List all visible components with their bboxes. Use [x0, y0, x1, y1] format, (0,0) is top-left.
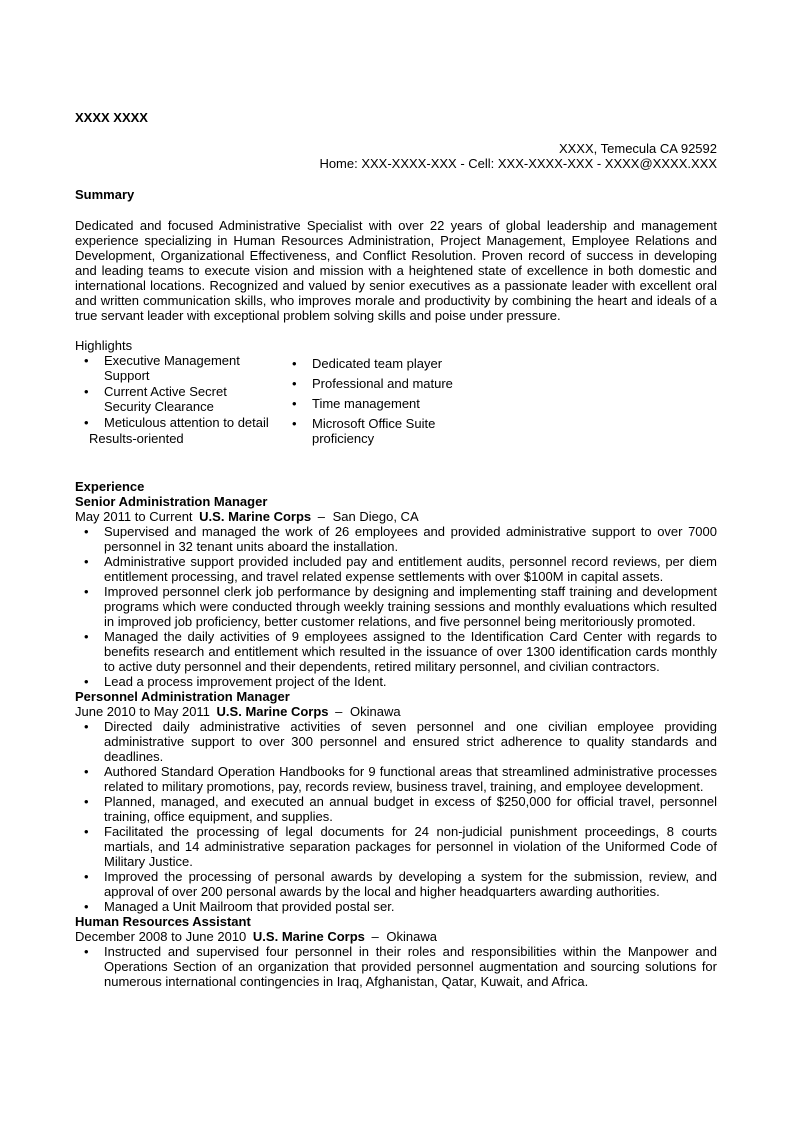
- highlights-left-column: [75, 353, 274, 446]
- job-bullet: • Authored Standard Operation Handbooks for 9 functional areas that streamlined administrative processes related to military promotions, pay, records review, business travel, training, and employee development.: [104, 764, 717, 794]
- job-bullet: • Managed a Unit Mailroom that provided postal ser.: [104, 899, 717, 914]
- job-separator: –: [371, 929, 379, 944]
- address-line-2: Home: XXX-XXXX-XXX - Cell: XXX-XXXX-XXX - XXXX@XXXX.XXX: [319, 156, 717, 171]
- highlights-right-column: [290, 353, 490, 451]
- job-bullet: • Lead a process improvement project of the Ident.: [104, 674, 717, 689]
- candidate-name: XXXX XXXX: [75, 110, 148, 125]
- highlight-item: • Current Active Secret Security Clearance: [104, 384, 274, 414]
- summary-text: Dedicated and focused Administrative Specialist with over 22 years of global leadership and management experience specializing in Human Resources Administration, Project Management, Employee Relations and Development, Organizational Effectiveness, and Conflict Resolution. Proven record of success in developing and leading teams to execute vision and mission with a heightened state of excellence in both domestic and international locations. Recognized and valued by senior executives as a passionate leader with excellent oral and written communication skills, who improves morale and productivity by combining the heart and ideals of a true servant leader with exceptional problem solving skills and poise under pressure.: [75, 218, 717, 323]
- job-company: U.S. Marine Corps: [199, 509, 312, 524]
- job-bullet: • Directed daily administrative activities of seven personnel and one civilian employee providing administrative support to over 300 personnel and ensured strict adherence to quality standards and deadlines.: [104, 719, 717, 764]
- job-bullet: • Planned, managed, and executed an annual budget in excess of $250,000 for official travel, personnel training, office equipment, and supplies.: [104, 794, 717, 824]
- job-bullet: • Instructed and supervised four personnel in their roles and responsibilities within the Manpower and Operations Section of an organization that provided personnel augmentation and sourcing solutions for numerous international contingencies in Iraq, Afghanistan, Qatar, Kuwait, and Africa.: [104, 944, 717, 989]
- experience-heading: Experience: [75, 479, 145, 494]
- job-title: Senior Administration Manager: [75, 494, 268, 509]
- address-line-1: XXXX, Temecula CA 92592: [558, 141, 717, 156]
- job-entry: [75, 914, 717, 989]
- summary-heading: Summary: [75, 187, 135, 202]
- highlight-item: • Time management: [312, 396, 490, 411]
- job-bullet: • Managed the daily activities of 9 employees assigned to the Identification Card Center with regards to benefits research and entitlement which resulted in the issuance of over 1300 identification cards monthly to active duty personnel and their dependents, retired military personnel, and civilian contractors.: [104, 629, 717, 674]
- job-separator: –: [317, 509, 325, 524]
- job-title: Personnel Administration Manager: [75, 689, 290, 704]
- highlight-item: • Meticulous attention to detail: [104, 415, 274, 430]
- job-company: U.S. Marine Corps: [216, 704, 329, 719]
- highlights-list: [75, 353, 717, 451]
- highlight-item: • Microsoft Office Suite proficiency: [312, 416, 490, 446]
- job-entry: [75, 689, 717, 914]
- highlights-heading: Highlights: [75, 338, 133, 353]
- job-dates: June 2010 to May 2011: [75, 704, 210, 719]
- job-meta: [75, 929, 717, 944]
- job-meta: [75, 509, 717, 524]
- job-dates: December 2008 to June 2010: [75, 929, 247, 944]
- job-dates: May 2011 to Current: [75, 509, 193, 524]
- highlight-item: • Professional and mature: [312, 376, 490, 391]
- highlight-item: Results-oriented: [89, 431, 184, 446]
- job-entry: [75, 494, 717, 689]
- job-location: San Diego, CA: [332, 509, 419, 524]
- job-location: Okinawa: [350, 704, 401, 719]
- job-bullet: • Supervised and managed the work of 26 employees and provided administrative support to over 7000 personnel in 32 tenant units aboard the installation.: [104, 524, 717, 554]
- job-meta: [75, 704, 717, 719]
- job-company: U.S. Marine Corps: [252, 929, 365, 944]
- job-location: Okinawa: [386, 929, 437, 944]
- job-bullet: • Improved personnel clerk job performance by designing and implementing staff training and development programs which were conducted through weekly training sessions and monthly evaluations which resulted in improved job proficiency, better customer relations, and five personnel being meritoriously promoted.: [104, 584, 717, 629]
- job-bullet: • Improved the processing of personal awards by developing a system for the submission, review, and approval of over 200 personal awards by the local and higher headquarters awarding authorities.: [104, 869, 717, 899]
- address-block: [75, 141, 717, 171]
- highlight-item: • Dedicated team player: [312, 356, 490, 371]
- highlight-item: • Executive Management Support: [104, 353, 274, 383]
- job-bullet: • Administrative support provided included pay and entitlement audits, personnel record reviews, per diem entitlement processing, and travel related expense settlements with over $100M in capital assets.: [104, 554, 717, 584]
- job-title: Human Resources Assistant: [75, 914, 251, 929]
- job-bullet: • Facilitated the processing of legal documents for 24 non-judicial punishment proceedings, 8 courts martials, and 14 administrative separation packages for personnel in violation of the Uniformed Code of Military Justice.: [104, 824, 717, 869]
- job-separator: –: [335, 704, 343, 719]
